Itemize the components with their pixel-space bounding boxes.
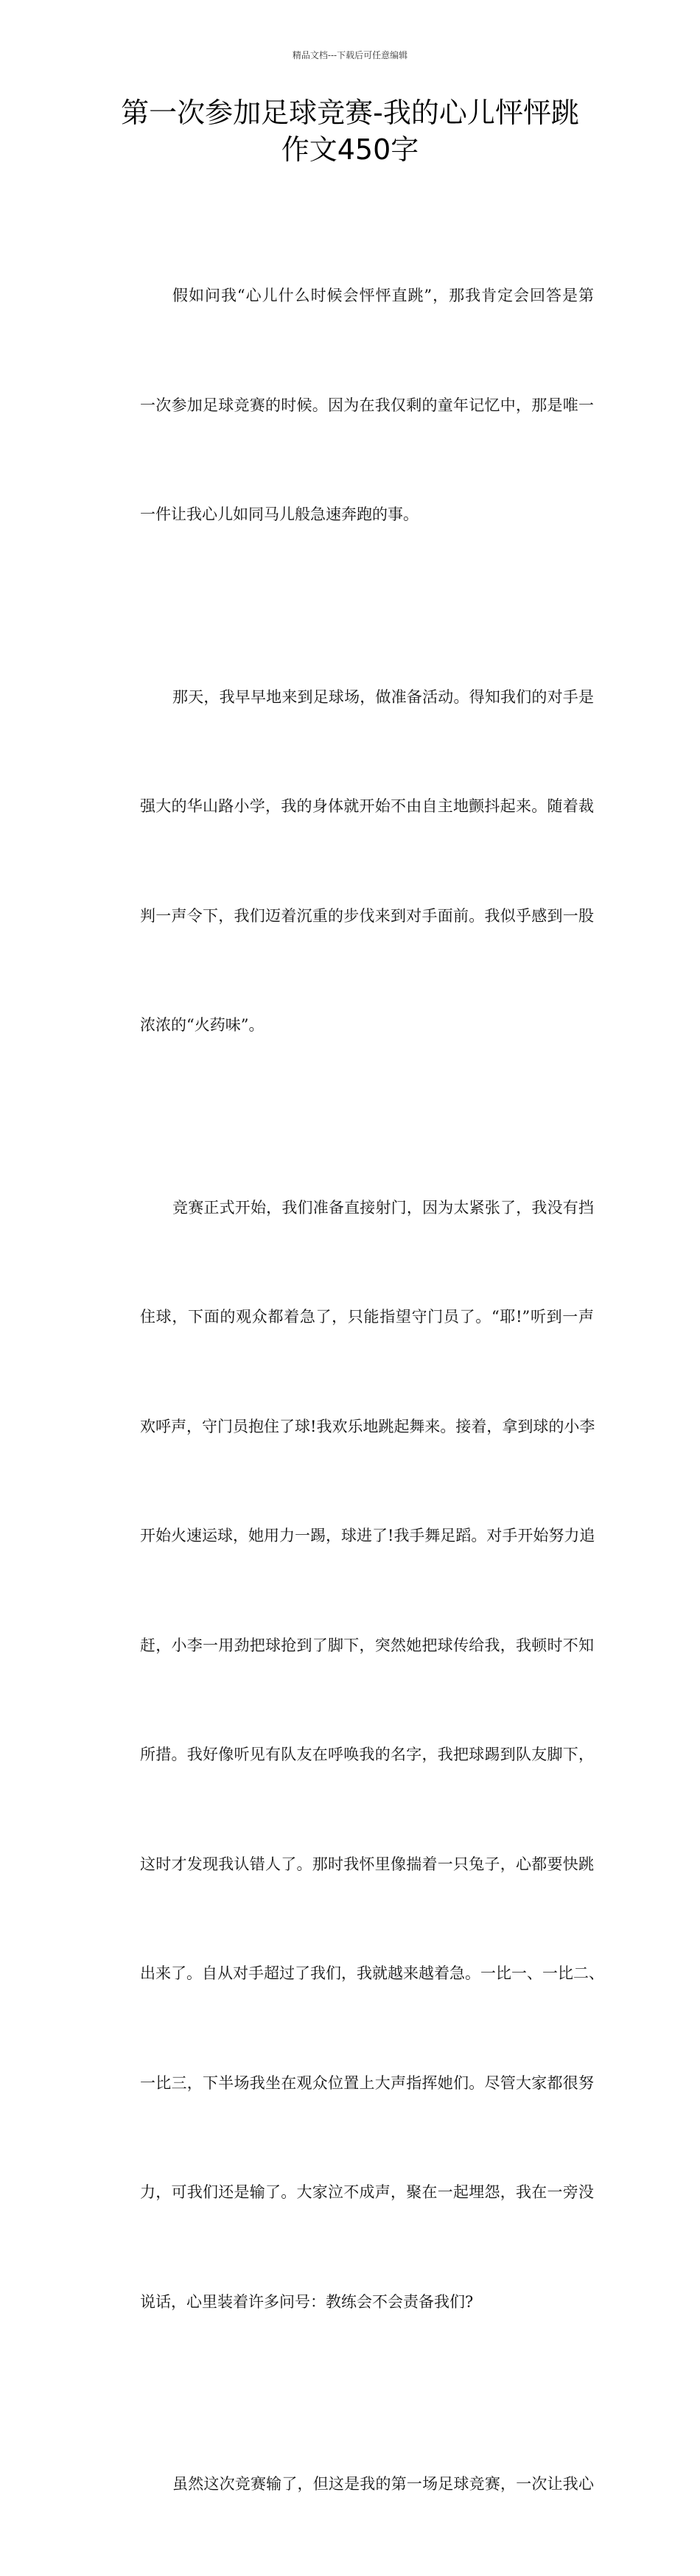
text-line: 赶，小李一用劲把球抢到了脚下，突然她把球传给我，我顿时不知 — [140, 1636, 594, 1654]
page-title — [74, 94, 626, 168]
text-line: 说话，心里装着许多问号：教练会不会责备我们? — [140, 2292, 474, 2311]
title-line-1: 第一次参加足球竞赛-我的心儿怦怦跳 — [121, 97, 579, 129]
paragraph — [108, 205, 594, 606]
text-line: 竞赛正式开始，我们准备直接射门，因为太紧张了，我没有挡 — [172, 1198, 594, 1217]
text-line: 欢呼声，守门员抱住了球!我欢乐地跳起舞来。接着，拿到球的小李 — [140, 1417, 595, 1435]
text-line: 强大的华山路小学，我的身体就开始不由自主地颤抖起来。随着裁 — [140, 797, 594, 815]
paragraph — [108, 2393, 594, 2576]
paragraph — [108, 1117, 604, 2394]
article-body — [108, 205, 604, 2576]
text-line: 一比三，下半场我坐在观众位置上大声指挥她们。尽管大家都很努 — [140, 2073, 594, 2092]
paragraph — [108, 606, 594, 1117]
text-line: 开始火速运球，她用力一踢，球进了!我手舞足蹈。对手开始努力追 — [140, 1527, 595, 1544]
title-line-2: 作文450字 — [281, 133, 419, 166]
text-line: 判一声令下，我们迈着沉重的步伐来到对手面前。我似乎感到一股 — [140, 906, 594, 925]
text-line: 住球，下面的观众都着急了，只能指望守门员了。“耶!”听到一声 — [140, 1308, 594, 1326]
text-line: 所措。我好像听见有队友在呼唤我的名字，我把球踢到队友脚下， — [140, 1746, 594, 1763]
header-note: 精品文档---下载后可任意编辑 — [292, 50, 408, 60]
text-line: 浓浓的“火药味”。 — [140, 1016, 265, 1034]
text-line: 虽然这次竞赛输了，但这是我的第一场足球竞赛，一次让我心 — [172, 2475, 594, 2493]
text-line: 这时才发现我认错人了。那时我怀里像揣着一只兔子，心都要快跳 — [140, 1855, 594, 1873]
text-line: 一件让我心儿如同马儿般急速奔跑的事。 — [140, 505, 419, 523]
text-line: 力，可我们还是输了。大家泣不成声，聚在一起埋怨，我在一旁没 — [140, 2183, 594, 2201]
text-line: 一次参加足球竞赛的时候。因为在我仅剩的童年记忆中，那是唯一 — [140, 396, 594, 414]
text-line: 出来了。自从对手超过了我们，我就越来越着急。一比一、一比二、 — [140, 1964, 604, 1982]
text-line: 假如问我“心儿什么时候会怦怦直跳”，那我肯定会回答是第 — [172, 287, 594, 304]
text-line: 那天，我早早地来到足球场，做准备活动。得知我们的对手是 — [172, 687, 594, 706]
